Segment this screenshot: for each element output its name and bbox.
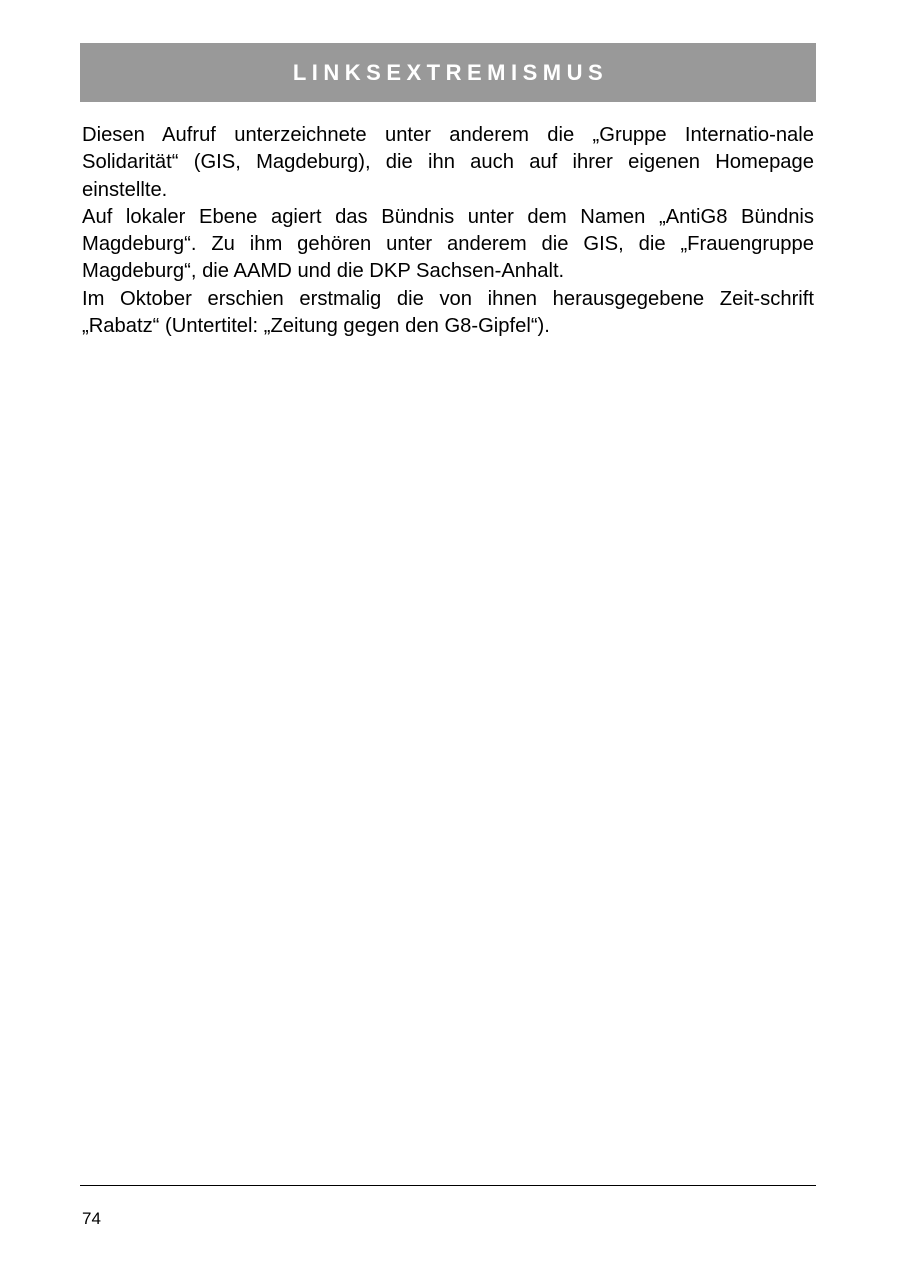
- body-text: [82, 122, 814, 340]
- section-title: LINKSEXTREMISMUS: [292, 59, 609, 85]
- paragraph: Im Oktober erschien erstmalig die von ihnen herausgegebene Zeit-schrift „Rabatz“ (Untertitel: „Zeitung gegen den G8-Gipfel“).: [82, 287, 814, 338]
- paragraph: Diesen Aufruf unterzeichnete unter anderem die „Gruppe Internatio-nale Solidarität“ (GIS, Magdeburg), die ihn auch auf ihrer eigenen Homepage einstellte.: [82, 124, 814, 201]
- page-number: 74: [82, 1209, 101, 1228]
- paragraph: Auf lokaler Ebene agiert das Bündnis unter dem Namen „AntiG8 Bündnis Magdeburg“. Zu ihm gehören unter anderem die GIS, die „Frauengruppe Magdeburg“, die AAMD und die DKP Sachsen-Anhalt.: [82, 205, 814, 283]
- footer-divider: [80, 1185, 816, 1186]
- section-header-bar: [80, 43, 816, 102]
